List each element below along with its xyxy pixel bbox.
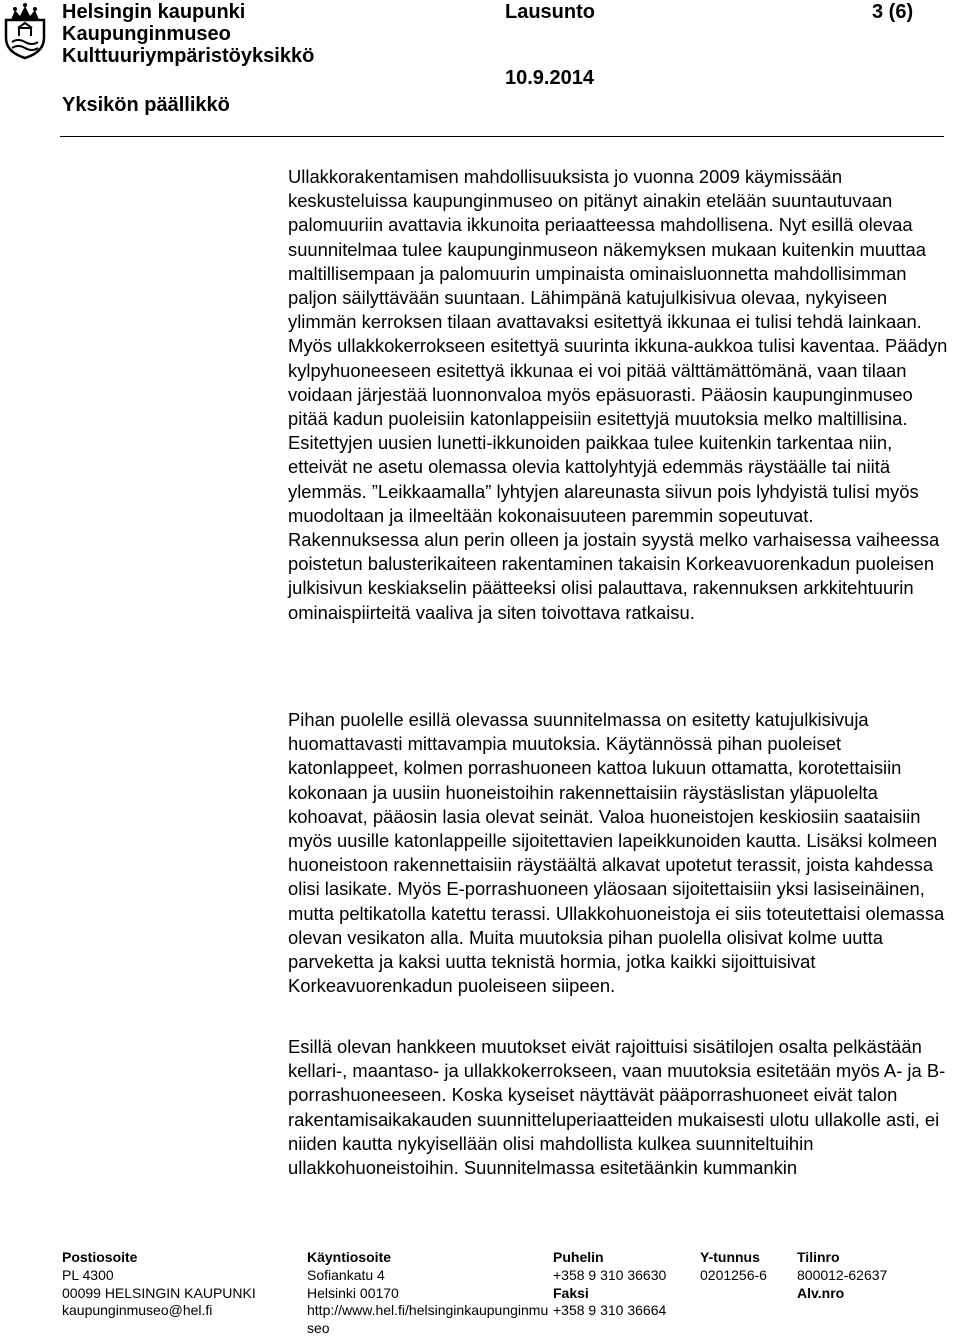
phone-number: +358 9 310 36630 bbox=[553, 1266, 667, 1283]
paragraph-text: Esillä olevan hankkeen muutokset eivät rajoittuisi sisätilojen osalta pelkästään kellari-, maantaso- ja ullakkokerrokseen, vaan muutoksia esitetään myös A- ja B-porrashuoneeseen. Koska kyseiset näyttävät pääporrashuoneet eivät talon rakentamisaikakauden suunnitteluperiaatteiden mukaisesti ulotu ullakolle asti, ei niiden kautta nykyisellään olisi mahdollista kulkea suunniteltuihin ullakkohuoneistoihin. Suunnitelmassa esitetäänkin kummankin bbox=[288, 1036, 946, 1179]
visit-heading: Käyntiosoite bbox=[307, 1249, 392, 1265]
city-postal: Helsinki 00170 bbox=[307, 1284, 399, 1301]
footer-visiting-address bbox=[307, 1249, 548, 1338]
footer-business-id bbox=[700, 1249, 767, 1285]
paragraph-text: Ullakkorakentamisen mahdollisuuksista jo vuonna 2009 käymissään keskusteluissa kaupunginmuseo on pitänyt ainakin etelään suuntautuvaan palomuuriin avattavia ikkunoita periaatteessa mahdollisena. Nyt esillä olevaa suunnitelmaa tulee kaupunginmuseon näkemyksen mukaan kuitenkin muuttaa maltillisempaan ja palomuurin umpinaista ominaisluonnetta mahdollisimman paljon säilyttävään suuntaan. Lähimpänä katujulkisivua olevaa, nykyiseen ylimmän kerroksen tilaan avattavaksi esitettyä ikkunaa ei tulisi tehdä lainkaan. Myös ullakkokerrokseen esitettyä suurinta ikkuna-aukkoa tulisi kaventaa. Päädyn kylpyhuoneeseen esitettyä ikkunaa ei voi pitää välttämättömänä, vaan tilaan voidaan järjestää luonnonvaloa myös epäsuorasti. Pääosin kaupunginmuseo pitää kadun puoleisiin katonlappeisiin esitettyjä muutoksia melko maltillisina. Esitettyjen uusien lunetti-ikkunoiden paikkaa tulee kuitenkin tarkentaa niin, etteivät ne asetu olemassa olevia kattolyhtyjä edemmäs räystäälle tai niitä ylemmäs. ”Leikkaamalla” lyhtyjen alareunasta siivun pois lyhdyistä tulisi myös muodoltaan ja ilmeeltään kokonaisuuteen paremmin sopeutuvat. Rakennuksessa alun perin olleen ja jostain syystä melko varhaisessa vaiheessa poistetun balusterikaiteen rakentaminen takaisin Korkeavuorenkadun puoleisen julkisivun keskiakselin päätteeksi olisi palauttava, rakennuksen arkkitehtuurin ominaispiirteitä vaaliva ja siten toivottava ratkaisu. bbox=[288, 166, 948, 623]
footer-account bbox=[797, 1249, 887, 1302]
body-paragraph-1 bbox=[288, 165, 948, 625]
header-divider bbox=[60, 136, 944, 137]
postal-heading: Postiosoite bbox=[62, 1249, 138, 1265]
website-link[interactable]: http://www.hel.fi/helsinginkaupunginmu bbox=[307, 1302, 549, 1319]
department-name: Kaupunginmuseo bbox=[62, 23, 231, 45]
body-paragraph-3 bbox=[288, 1035, 948, 1180]
body-paragraph-2 bbox=[288, 708, 948, 998]
email-link[interactable]: kaupunginmuseo@hel.fi bbox=[62, 1302, 213, 1319]
helsinki-coat-of-arms-logo bbox=[2, 2, 48, 60]
website-link-continued[interactable]: seo bbox=[307, 1320, 330, 1337]
ytunnus-heading: Y-tunnus bbox=[700, 1249, 760, 1265]
vat-heading: Alv.nro bbox=[797, 1284, 845, 1301]
ytunnus-value: 0201256-6 bbox=[700, 1266, 767, 1283]
fax-number: +358 9 310 36664 bbox=[553, 1302, 667, 1319]
account-heading: Tilinro bbox=[797, 1249, 840, 1265]
postal-box: PL 4300 bbox=[62, 1266, 114, 1283]
document-type: Lausunto bbox=[505, 1, 595, 23]
unit-name: Kulttuuriympäristöyksikkö bbox=[62, 45, 315, 67]
paragraph-text: Pihan puolelle esillä olevassa suunnitelmassa on esitetty katujulkisivuja huomattavasti mittavampia muutoksia. Käytännössä pihan puoleiset katonlappeet, kolmen porrashuoneen kattoa lukuun ottamatta, korotettaisiin kokonaan ja uusiin huoneistoihin rakennettaisiin räystäslistan yläpuolelta kohoavat, pääosin lasia olevat seinät. Valoa huoneistojen keskiosiin saataisiin myös uusille katonlappeille sijoitettavien lapeikkunoiden kautta. Lisäksi kolmeen huoneistoon rakennettaisiin räystäältä alkavat upotetut terassit, joista kahdessa olisi lasikate. Myös E-porrashuoneen yläosaan sijoitettaisiin yksi lasiseinäinen, mutta peltikatolla katettu terassi. Ullakkohuoneistoja ei siis toteutettaisi olemassa olevan vesikaton alla. Muita muutoksia pihan puolella olisivat kolme uutta parveketta ja kaksi uutta teknistä hormia, jotka kaikki sijoittuisivat Korkeavuorenkadun puoleiseen siipeen. bbox=[288, 709, 945, 997]
footer-postal-address bbox=[62, 1249, 256, 1320]
street-address: Sofiankatu 4 bbox=[307, 1266, 385, 1283]
author-role: Yksikön päällikkö bbox=[62, 94, 230, 116]
account-number: 800012-62637 bbox=[797, 1266, 888, 1283]
page-number: 3 (6) bbox=[872, 1, 914, 23]
phone-heading: Puhelin bbox=[553, 1249, 604, 1265]
postal-code-city: 00099 HELSINGIN KAUPUNKI bbox=[62, 1284, 256, 1301]
org-name: Helsingin kaupunki bbox=[62, 1, 246, 23]
document-date: 10.9.2014 bbox=[505, 67, 594, 89]
fax-heading: Faksi bbox=[553, 1284, 589, 1301]
footer-phone bbox=[553, 1249, 666, 1320]
